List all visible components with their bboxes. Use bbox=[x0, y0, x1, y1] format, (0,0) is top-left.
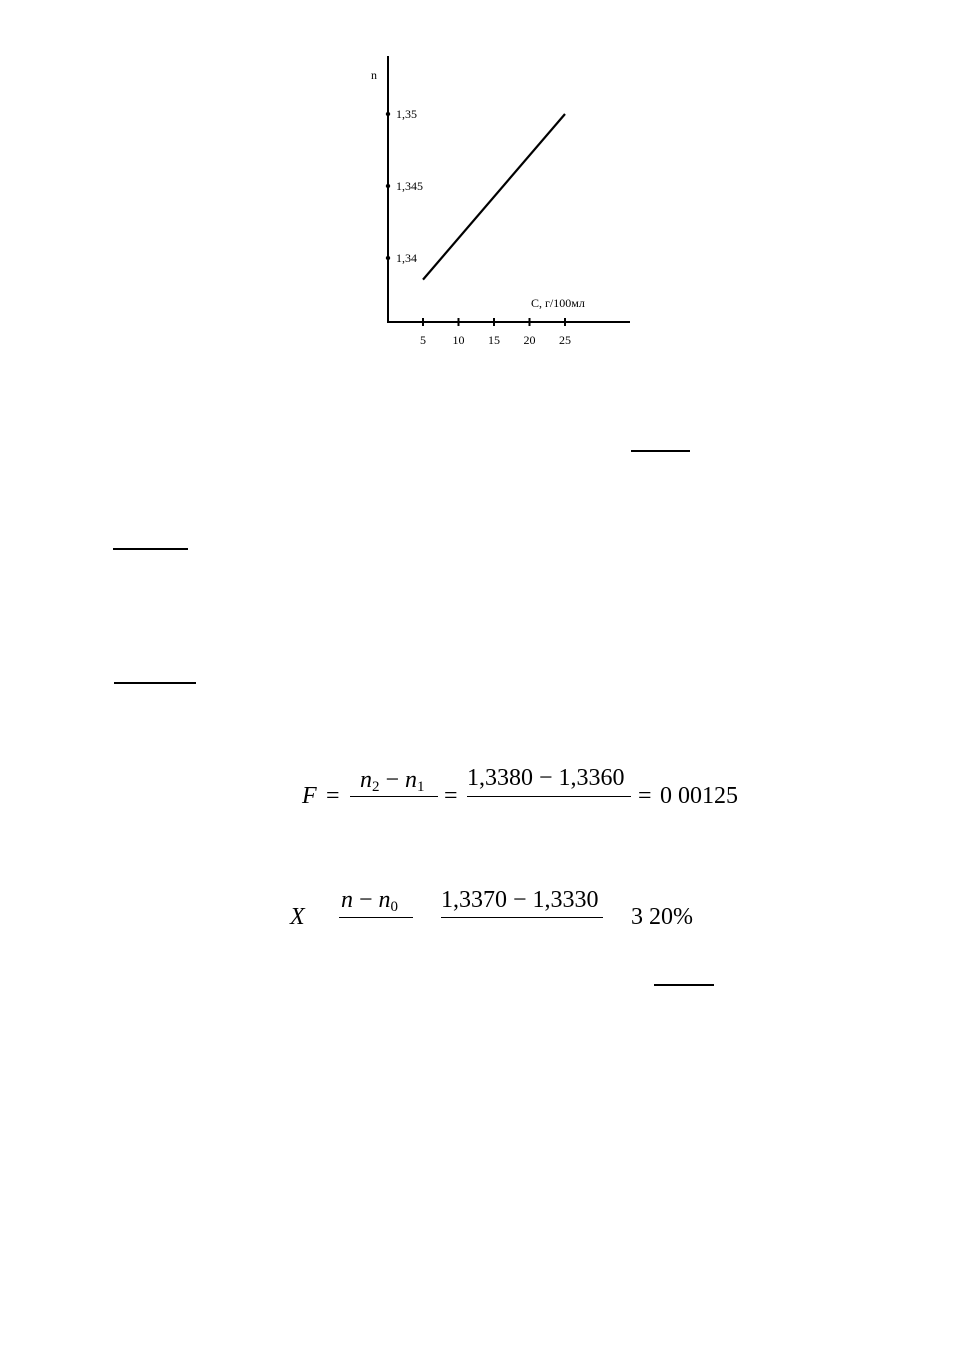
y-tick-label: 1,345 bbox=[396, 179, 423, 193]
formula-x-lhs: X bbox=[290, 904, 305, 930]
y-tick-mark bbox=[386, 184, 390, 188]
formula-f-frac1-numerator: $n_2 - n_1$ bbox=[360, 767, 425, 795]
blank-underline-2 bbox=[113, 548, 188, 550]
y-tick-mark bbox=[386, 112, 390, 116]
formula-f-frac1-bar bbox=[350, 796, 438, 797]
x-tick-label: 25 bbox=[559, 333, 571, 347]
refractive-index-chart bbox=[0, 0, 954, 380]
blank-underline-4 bbox=[654, 984, 714, 986]
formula-f-eq2: = bbox=[444, 783, 458, 809]
y-axis-title: n bbox=[371, 68, 377, 82]
chart-marks bbox=[423, 114, 565, 280]
formula-x-result: 3 20% bbox=[631, 904, 693, 930]
x-tick-label: 10 bbox=[452, 333, 465, 347]
x-tick-label: 20 bbox=[523, 333, 536, 347]
y-tick-label: 1,35 bbox=[396, 107, 417, 121]
formula-x-frac2-numerator: 1,3370 − 1,3330 bbox=[441, 887, 599, 913]
formula-x-frac1-bar bbox=[339, 917, 413, 918]
x-tick-label: 5 bbox=[420, 333, 426, 347]
formula-f-eq1: = bbox=[326, 783, 340, 809]
blank-underline-1 bbox=[631, 450, 690, 452]
blank-underline-3 bbox=[114, 682, 196, 684]
formula-f-frac2-bar bbox=[467, 796, 631, 797]
formula-f-eq3: = bbox=[638, 783, 652, 809]
y-tick-mark bbox=[386, 256, 390, 260]
formula-f-frac2-numerator: 1,3380 − 1,3360 bbox=[467, 765, 625, 791]
y-tick-label: 1,34 bbox=[396, 251, 417, 265]
x-axis-title: С, г/100мл bbox=[531, 296, 585, 310]
formula-f-result: 0 00125 bbox=[660, 783, 738, 809]
formula-x-frac2-bar bbox=[441, 917, 603, 918]
x-tick-label: 15 bbox=[488, 333, 500, 347]
formula-f-lhs: F bbox=[302, 783, 317, 809]
series-line bbox=[423, 114, 565, 280]
chart-axes bbox=[386, 56, 630, 347]
formula-x-frac1-numerator: $n - n_0$ bbox=[341, 887, 399, 915]
